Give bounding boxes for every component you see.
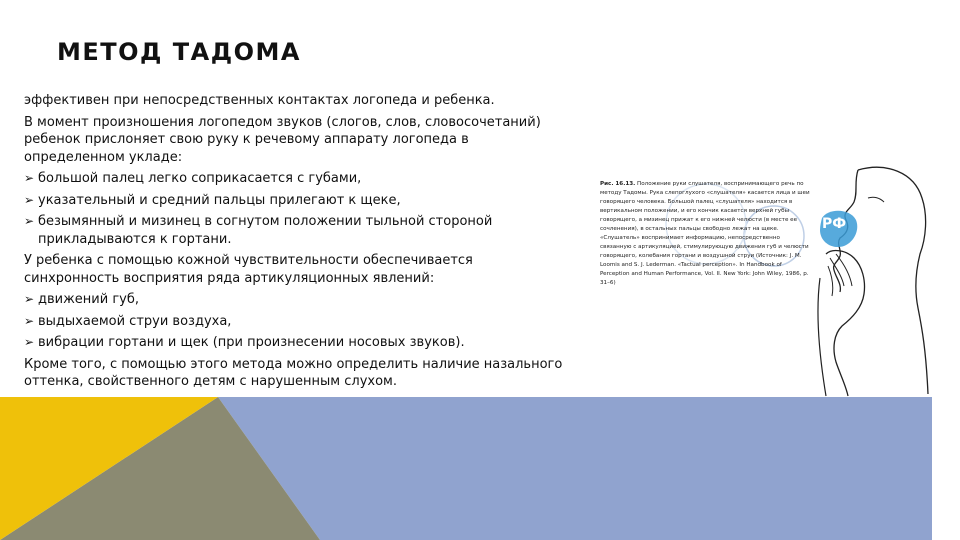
list-item bbox=[24, 334, 564, 352]
list-item bbox=[24, 313, 564, 331]
arrow-bullet-icon: ➢ bbox=[24, 214, 35, 228]
list-item bbox=[24, 213, 564, 248]
list-item bbox=[24, 291, 564, 309]
body-text bbox=[24, 92, 564, 395]
arrow-bullet-icon: ➢ bbox=[24, 171, 35, 185]
bg-white-edge bbox=[932, 397, 960, 540]
list-item-text: движений губ, bbox=[38, 292, 140, 307]
head-outline bbox=[858, 167, 928, 394]
arrow-bullet-icon: ➢ bbox=[24, 192, 35, 207]
paragraph-sensitivity: У ребенка с помощью кожной чувствительности обеспечивается синхронность восприятия ряда артикуляционных явлений: bbox=[24, 253, 473, 286]
list-item-text: безымянный и мизинец в согнутом положении тыльной стороной прикладываются к гортани. bbox=[38, 214, 493, 247]
list-item-text: вибрации гортани и щек (при произнесении носовых звуков). bbox=[38, 335, 465, 350]
bg-blue-shape bbox=[218, 397, 932, 540]
list-item bbox=[24, 192, 564, 210]
list-item-text: выдыхаемой струи воздуха, bbox=[38, 313, 232, 329]
paragraph-conclusion: Кроме того, с помощью этого метода можно определить наличие назального оттенка, свойственного детям с нарушенным слухом. bbox=[24, 356, 563, 389]
bullet-list-hand-position bbox=[24, 170, 564, 248]
list-item-text: большой палец легко соприкасается с губами, bbox=[38, 171, 362, 186]
page-title: МЕТОД ТАДОМА bbox=[57, 38, 301, 66]
figure-label: Рис. 16.13. bbox=[600, 181, 636, 187]
arrow-bullet-icon: ➢ bbox=[24, 292, 35, 306]
wrist-line bbox=[818, 278, 826, 396]
bullet-list-phenomena bbox=[24, 291, 564, 352]
list-item-text: указательный и средний пальцы прилегают к щеке, bbox=[38, 192, 401, 208]
watermark-logo-text: РФ bbox=[822, 216, 847, 232]
arrow-bullet-icon: ➢ bbox=[24, 335, 35, 349]
list-item bbox=[24, 170, 564, 188]
paragraph-method: В момент произношения логопедом звуков (слогов, слов, словосочетаний) ребенок прислоняет свою руку к речевому аппарату логопеда в определенном укладе: bbox=[24, 114, 541, 165]
hand-outline bbox=[826, 251, 865, 396]
arrow-bullet-icon: ➢ bbox=[24, 313, 35, 328]
eye-mark bbox=[868, 197, 884, 202]
paragraph-intro: эффективен при непосредственных контактах логопеда и ребенка. bbox=[24, 93, 495, 108]
figure-caption-text: Положение руки слушателя, воспринимающего речь по методу Тадомы. Рука слепоглухого «слушателя» касается лица и шеи говорящего человека. Большой палец «слушателя» находится в вертикальном положении, и его кончик касается верхней губы говорящего, а мизинец прижат к его нижней челюсти (в месте ее сочленения), в остальных пальцы свободно лежат на щеке. «Слушатель» воспринимает информацию, непосредственно связанную с артикуляцией, стимулирующую движения губ и челюсти говорящего, колебания гортани и воздушной струи (Источник: J. M. Loomis and S. J. Lederman. «Tactual perception». In Handbook of Perception and Human Performance, Vol. II. New York: John Wiley, 1986, p. 31–6) bbox=[600, 181, 810, 286]
figure-caption bbox=[600, 180, 810, 288]
